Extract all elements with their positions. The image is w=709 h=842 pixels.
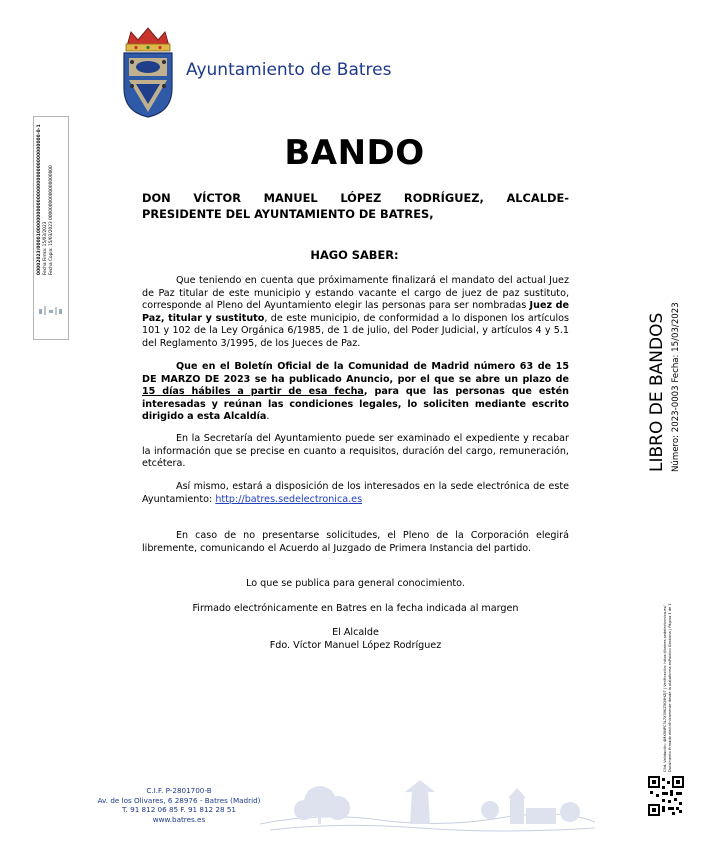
document-title: BANDO — [284, 133, 425, 173]
stamp-signature-date: Fecha Firma: 15/03/2023 — [43, 221, 48, 275]
heading-word: VÍCTOR — [193, 191, 241, 205]
stamp-code-line: 00002023/0000100000000000000000000000000000000-0-1 — [37, 124, 42, 275]
register-number-date: Número: 2023-0003 Fecha: 15/03/2023 — [671, 302, 681, 472]
signer-name: Fdo. Víctor Manuel López Rodríguez — [269, 640, 442, 651]
closing-text: Lo que se publica para general conocimiento. — [246, 578, 465, 589]
paragraph-sede — [142, 481, 569, 506]
footer-address: Av. de los Olivares, 6 28976 - Batres (Madrid) — [97, 795, 261, 805]
signer-role: El Alcalde — [332, 627, 379, 638]
footer-cif: C.I.F. P-2801700-B — [146, 786, 212, 795]
p2-period: . — [266, 411, 270, 423]
paragraph-secretaria — [142, 433, 569, 471]
p1-text: Que teniendo en cuenta que próximamente finalizará el mandato del actual Juez de Paz titular de este municipio y estando vacante el cargo de juez de paz sustituto, corresponde al Pleno del Ayuntamiento elegir las personas para ser nombradas — [142, 275, 569, 312]
heading-line-2: PRESIDENTE DEL AYUNTAMIENTO DE BATRES, — [142, 207, 434, 221]
libro-bandos-label: LIBRO DE BANDOS — [647, 312, 667, 472]
p5-text: En caso de no presentarse solicitudes, el Pleno de la Corporación elegirá libremente, comunicando el Acuerdo al Juzgado de Primera Instancia del partido. — [142, 530, 569, 554]
signed-text: Firmado electrónicamente en Batres en la fecha indicada al margen — [192, 603, 519, 614]
p2-text-end: , para que las personas que estén interesadas y reúnan las condiciones legales, lo soliciten mediante escrito dirigido a esta Alcaldía — [142, 386, 569, 423]
paragraph-mandate — [142, 275, 569, 351]
footer-phones: T. 91 812 06 85 F. 91 812 28 51 — [122, 805, 236, 815]
mayor-heading — [142, 190, 569, 222]
heading-line-1 — [142, 190, 569, 206]
platform-text: Documento firmado electrónicamente desde la plataforma esPublico Gestiona | Página 1 de 1 — [668, 603, 672, 772]
heading-word: MANUEL — [263, 191, 318, 205]
p2-underlined: 15 días hábiles a partir de esa fecha — [142, 386, 364, 398]
heading-word: DON — [142, 191, 171, 205]
p2-text: Que en el Boletín Oficial de la Comunidad de Madrid número 63 de 15 DE MARZO DE 2023 se ha publicado Anuncio, por el que se abre un plazo de — [142, 361, 569, 385]
validation-code-text: Cód. Validación: 4MX9NPC3L7X39KZ5Q9HZJ7 | Verificación: https://batres.sedelectronica.es/ — [663, 605, 667, 772]
paragraph-no-solicitudes — [142, 530, 569, 555]
municipal-crest-logo — [121, 26, 175, 118]
p4-text: Así mismo, estará a disposición de los interesados en la sede electrónica de este Ayuntamiento: — [142, 481, 569, 505]
landscape-illustration — [260, 762, 595, 834]
footer-web-link[interactable]: www.batres.es — [152, 814, 206, 824]
heading-word: RODRÍGUEZ, — [403, 191, 484, 205]
hago-saber-heading: HAGO SABER: — [310, 248, 399, 262]
sede-link[interactable]: http://batres.sedelectronica.es — [215, 493, 363, 505]
paragraph-boletin — [142, 361, 569, 424]
qr-code-icon[interactable] — [648, 776, 684, 816]
heading-word: LÓPEZ — [340, 191, 382, 205]
p3-text: En la Secretaría del Ayuntamiento puede ser examinado el expediente y recabar la información que se precise en cuanto a requisitos, duración del cargo, remuneración, etcétera. — [142, 433, 569, 470]
stamp-copy-date: Fecha Copia: 15/03/2023 00000000000000000000 — [49, 165, 54, 275]
stamp-seal-icon — [37, 303, 65, 321]
footer-contact — [84, 786, 274, 824]
p1-text-end: , de este municipio, de conformidad a lo disponen los artículos 101 y 102 de la Ley Orgánica 6/1985, de 1 de julio, del Poder Judicial, y artículos 4 y 5.1 del Reglamento 3/1995, de los Jueces de Paz. — [142, 312, 569, 349]
heading-word: ALCALDE- — [506, 191, 569, 205]
municipality-name: Ayuntamiento de Batres — [186, 60, 392, 80]
p1-bold: Juez de Paz, titular y sustituto — [142, 300, 569, 324]
